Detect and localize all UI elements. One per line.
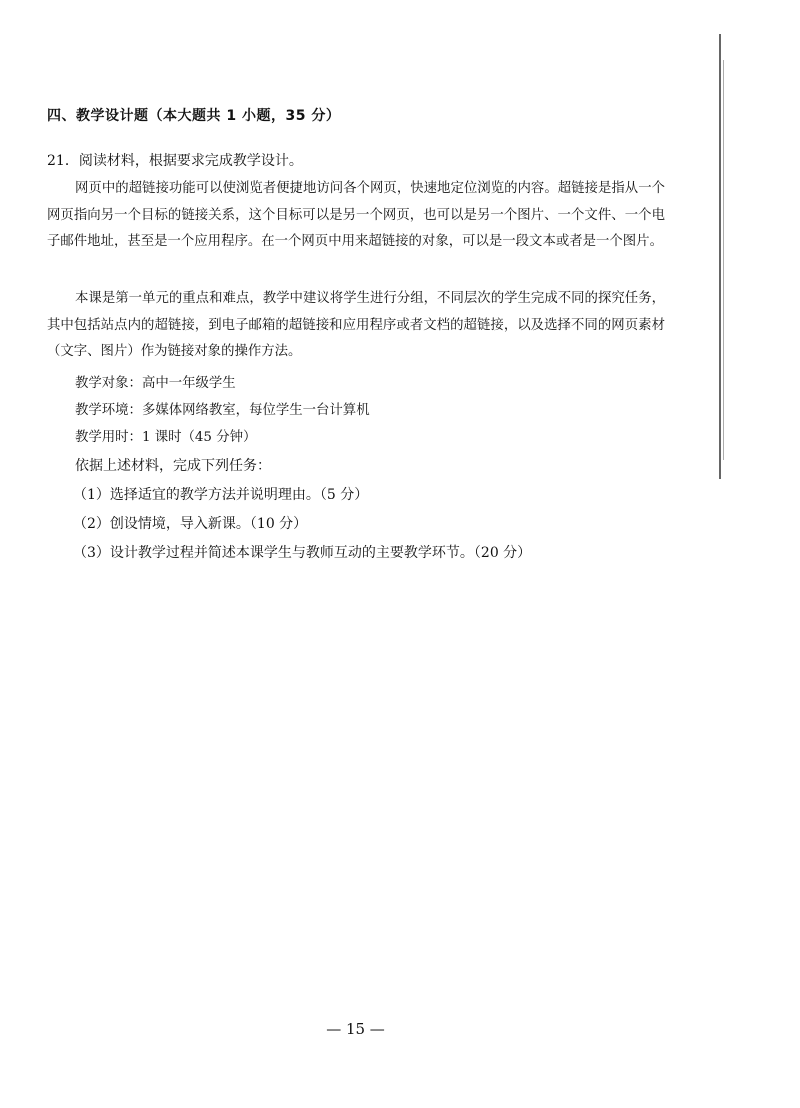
scan-edge-line <box>719 34 721 479</box>
task-item-1: （1）选择适宜的教学方法并说明理由。（5 分） <box>73 487 369 503</box>
teaching-time: 教学用时：1 课时（45 分钟） <box>75 430 257 445</box>
teaching-environment: 教学环境：多媒体网络教室，每位学生一台计算机 <box>75 403 370 418</box>
section-title: 四、教学设计题（本大题共 1 小题，35 分） <box>47 108 341 124</box>
material-paragraph-1: 网页中的超链接功能可以使浏览者便捷地访问各个网页，快速地定位浏览的内容。超链接是指从一个网页指向另一个目标的链接关系，这个目标可以是另一个网页，也可以是另一个图片、一个文件、一个电子邮件地址，甚至是一个应用程序。在一个网页中用来超链接的对象，可以是一段文本或者是一个图片。 <box>47 181 665 249</box>
question-header: 21．阅读材料，根据要求完成教学设计。 <box>47 153 303 169</box>
task-item-3: （3）设计教学过程并简述本课学生与教师互动的主要教学环节。（20 分） <box>73 545 532 561</box>
teaching-target: 教学对象：高中一年级学生 <box>75 376 236 391</box>
material-paragraph-2: 本课是第一单元的重点和难点，教学中建议将学生进行分组，不同层次的学生完成不同的探究任务，其中包括站点内的超链接，到电子邮箱的超链接和应用程序或者文档的超链接，以及选择不同的网页素材（文字、图片）作为链接对象的操作方法。 <box>47 291 665 359</box>
task-instruction: 依据上述材料，完成下列任务： <box>75 458 271 474</box>
task-item-2: （2）创设情境，导入新课。（10 分） <box>73 516 308 532</box>
scan-edge-line-thin <box>723 60 724 460</box>
page-number: — 15 — <box>326 1020 385 1038</box>
